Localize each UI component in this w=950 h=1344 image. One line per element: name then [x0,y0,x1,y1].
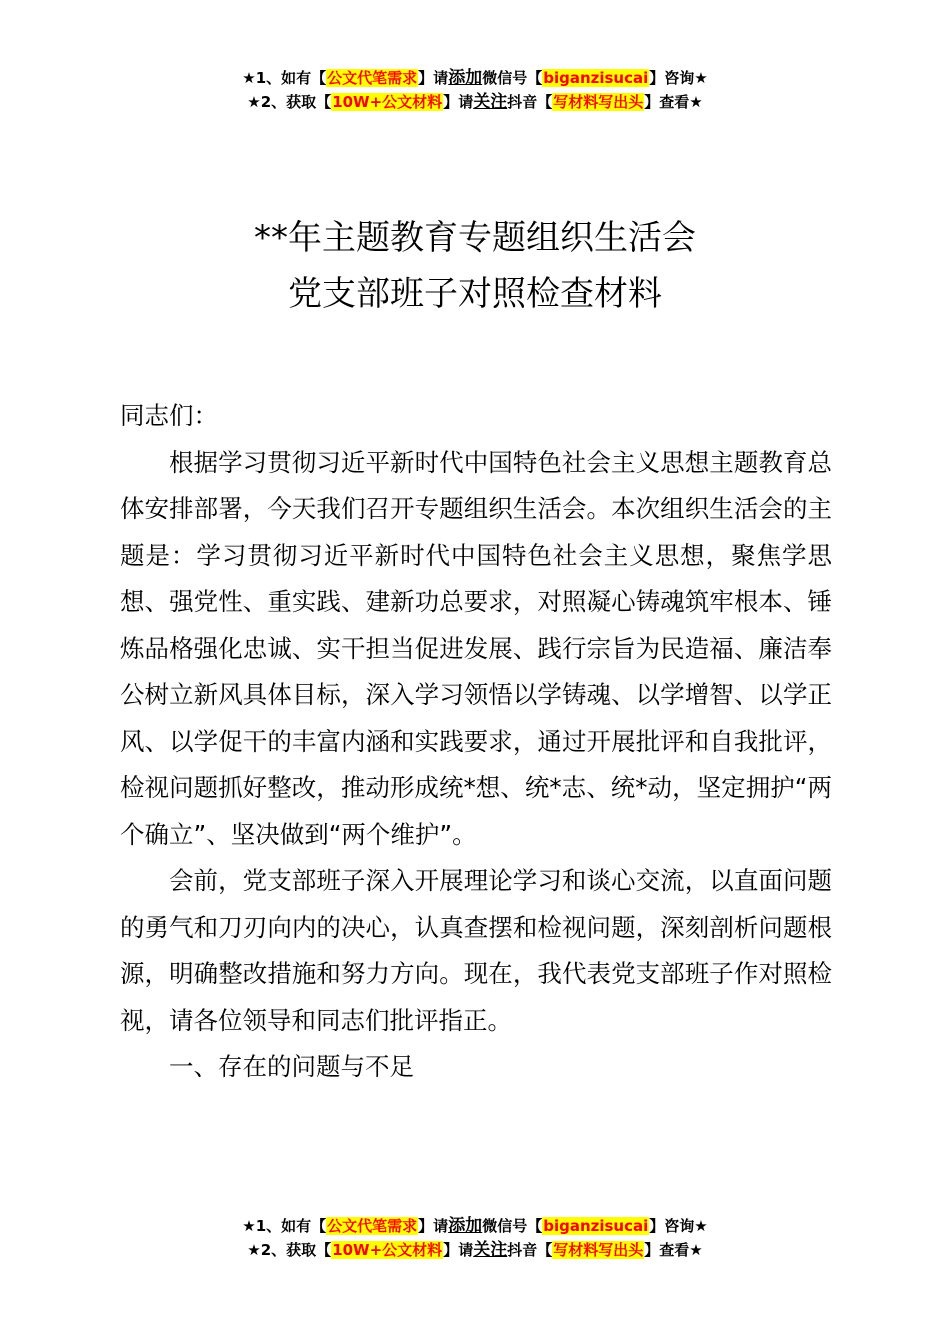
emphasis-text: 添加 [448,68,483,88]
banner-text: ★1、如有【 [242,1217,327,1235]
highlight-text: biganzisucai [543,69,649,87]
banner-text: ★2、获取【 [247,1241,332,1259]
banner-text: 】查看★ [644,1241,703,1259]
highlight-text: 写材料写出头 [553,1241,644,1259]
banner-text: 抖音【 [507,93,553,111]
footer-banner [0,1214,950,1262]
salutation: 同志们： [120,401,218,430]
banner-text: 】请 [443,93,474,111]
banner-text: 】咨询★ [649,69,708,87]
highlight-text: 写材料写出头 [553,93,644,111]
banner-text: 】请 [443,1241,474,1259]
banner-text: 抖音【 [507,1241,553,1259]
banner-line-1 [0,66,950,90]
emphasis-text: 关注 [473,1240,508,1260]
banner-text: 微信号【 [482,1217,543,1235]
banner-text: 】请 [418,69,449,87]
highlight-text: 公文代笔需求 [327,1217,418,1235]
banner-text: 微信号【 [482,69,543,87]
banner-text: 】查看★ [644,93,703,111]
title-line-1: **年主题教育专题组织生活会 [254,218,696,258]
emphasis-text: 添加 [448,1216,483,1236]
banner-line-2 [0,90,950,114]
paragraph-preparation: 会前，党支部班子深入开展理论学习和谈心交流，以直面问题的勇气和刀刃向内的决心，认真查摆和检视问题，深刻剖析问题根源，明确整改措施和努力方向。现在，我代表党支部班子作对照检视，请各位领导和同志们批评指正。 [120,866,832,1035]
highlight-text: 10W+公文材料 [332,1241,443,1259]
header-banner [0,66,950,114]
document-body [120,393,832,1091]
title-line-2: 党支部班子对照检查材料 [288,274,662,314]
emphasis-text: 关注 [473,92,508,112]
banner-text: ★1、如有【 [242,69,327,87]
highlight-text: 公文代笔需求 [327,69,418,87]
banner-line-1 [0,1214,950,1238]
highlight-text: biganzisucai [543,1217,649,1235]
banner-line-2 [0,1238,950,1262]
paragraph-intro: 根据学习贯彻习近平新时代中国特色社会主义思想主题教育总体安排部署，今天我们召开专题组织生活会。本次组织生活会的主题是：学习贯彻习近平新时代中国特色社会主义思想，聚焦学思想、强党性、重实践、建新功总要求，对照凝心铸魂筑牢根本、锤炼品格强化忠诚、实干担当促进发展、践行宗旨为民造福、廉洁奉公树立新风具体目标，深入学习领悟以学铸魂、以学增智、以学正风、以学促干的丰富内涵和实践要求，通过开展批评和自我批评，检视问题抓好整改，推动形成统*想、统*志、统*动，坚定拥护“两个确立”、坚决做到“两个维护”。 [120,447,832,849]
highlight-text: 10W+公文材料 [332,93,443,111]
banner-text: 】请 [418,1217,449,1235]
banner-text: 】咨询★ [649,1217,708,1235]
document-title [0,210,950,322]
section-heading: 一、存在的问题与不足 [169,1052,414,1081]
banner-text: ★2、获取【 [247,93,332,111]
